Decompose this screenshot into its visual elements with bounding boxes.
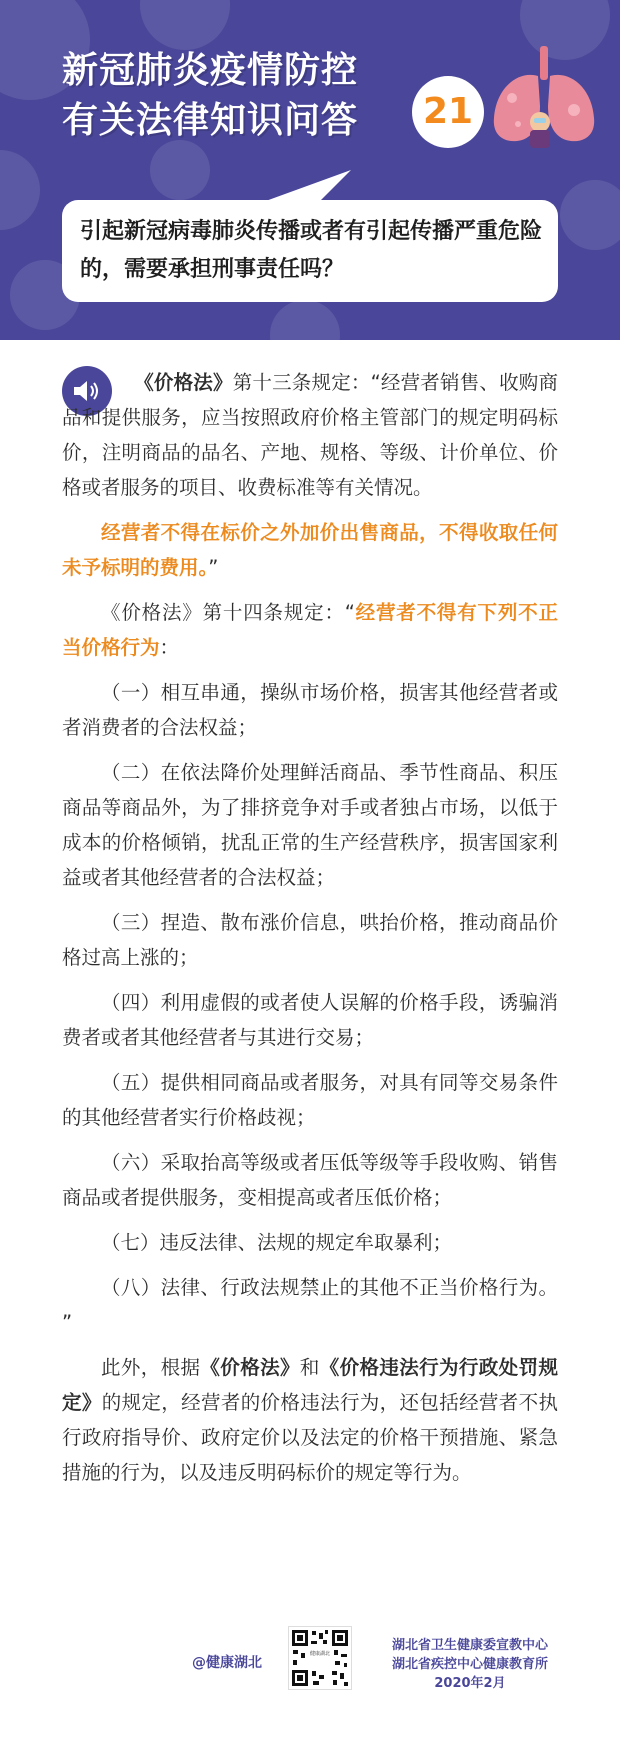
paragraph-1 — [62, 365, 558, 505]
page-title — [62, 46, 358, 146]
paragraph-2 — [62, 515, 558, 585]
publish-date: 2020年2月 — [434, 1676, 506, 1691]
paragraph-text: 和 — [299, 1356, 320, 1379]
list-item: （二）在依法降价处理鲜活商品、季节性商品、积压商品等商品外，为了排挤竞争对手或者独占市场，以低于成本的价格倾销，扰乱正常的生产经营秩序，损害国家利益或者其他经营者的合法权益； — [62, 761, 558, 889]
qr-code[interactable] — [288, 1626, 352, 1690]
quote-close: ” — [208, 556, 219, 579]
article-body — [62, 365, 558, 1500]
list-item: （八）法律、行政法规禁止的其他不正当价格行为。 ” — [62, 1276, 558, 1334]
paragraph-text: 第十三条规定：“经营者销售、收购商品和提供服务，应当按照政府价格主管部门的规定明码标价，注明商品的品名、产地、规格、等级、计价单位、价格或者服务的项目、收费标准等有关情况。 — [62, 371, 558, 499]
header-banner — [0, 0, 620, 340]
question-text: 引起新冠病毒肺炎传播或者有引起传播严重危险的，需要承担刑事责任吗？ — [80, 218, 543, 282]
paragraph-text: 的规定，经营者的价格违法行为，还包括经营者不执行政府指导价、政府定价以及法定的价格干预措施、紧急措施的行为，以及违反明码标价的规定等行为。 — [62, 1391, 558, 1484]
list-item: （四）利用虚假的或者使人误解的价格手段，诱骗消费者或者其他经营者与其进行交易； — [62, 991, 558, 1049]
decor-bubble — [0, 150, 40, 230]
issue-number-badge: 21 — [412, 76, 484, 148]
title-line-2: 有关法律知识问答 — [62, 100, 359, 141]
lungs-illustration-icon — [488, 40, 600, 150]
highlight-text: 经营者不得在标价之外加价出售商品，不得收取任何未予标明的费用。 — [62, 521, 558, 579]
publisher-info — [370, 1636, 570, 1693]
weibo-handle: @健康湖北 — [192, 1655, 262, 1671]
qr-center-label: 健康湖北 — [310, 1651, 330, 1665]
list-item: （一）相互串通，操纵市场价格，损害其他经营者或者消费者的合法权益； — [62, 681, 558, 739]
question-bubble — [62, 200, 558, 302]
paragraph-text: 《价格法》第十四条规定：“ — [101, 601, 355, 624]
decor-bubble — [270, 300, 340, 340]
law-name: 《价格法》 — [134, 371, 233, 394]
decor-bubble — [560, 180, 620, 250]
list-item: （三）捏造、散布涨价信息，哄抬价格，推动商品价格过高上涨的； — [62, 911, 558, 969]
publisher-line-1: 湖北省卫生健康委宣教中心 — [391, 1638, 548, 1653]
list-item: （七）违反法律、法规的规定牟取暴利； — [101, 1231, 453, 1254]
list-item: （五）提供相同商品或者服务，对具有同等交易条件的其他经营者实行价格歧视； — [62, 1071, 558, 1129]
title-line-1: 新冠肺炎疫情防控 — [62, 50, 359, 91]
law-name: 《价格法》 — [200, 1356, 300, 1379]
paragraph-text: 此外，根据 — [101, 1356, 201, 1379]
decor-bubble — [140, 0, 230, 50]
paragraph-last — [62, 1350, 558, 1490]
list-item: （六）采取抬高等级或者压低等级等手段收购、销售商品或者提供服务，变相提高或者压低价格； — [62, 1151, 558, 1209]
law-name: 《价格违法行为行政处罚规定》 — [62, 1356, 558, 1414]
paragraph-punct: ： — [159, 636, 180, 659]
publisher-line-2: 湖北省疾控中心健康教育所 — [391, 1657, 548, 1672]
highlight-text: 经营者不得有下列不正当价格行为 — [62, 601, 558, 659]
decor-bubble — [150, 140, 210, 200]
paragraph-3 — [62, 595, 558, 665]
